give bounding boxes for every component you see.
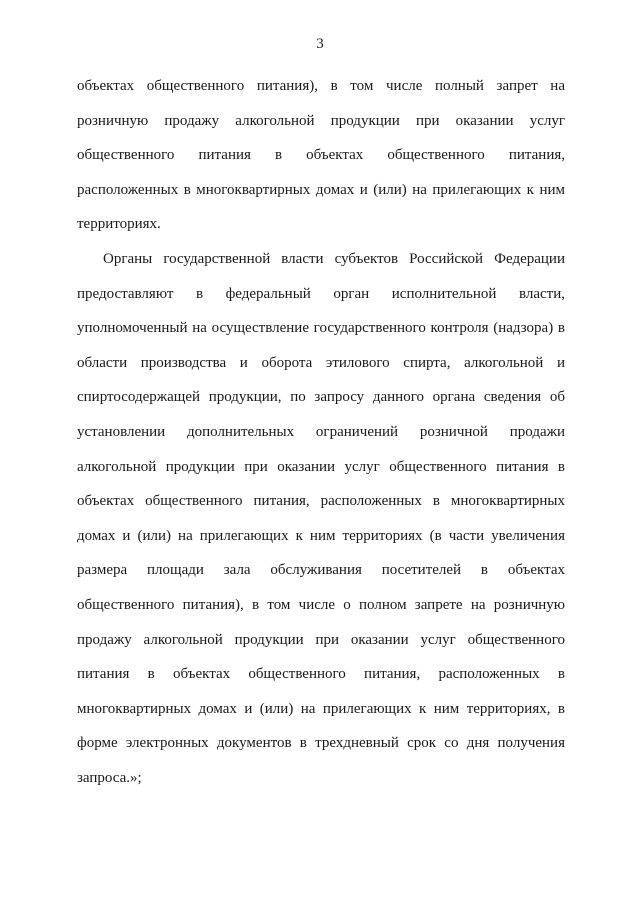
text-line: продажу алкогольной продукции при оказании услуг общественного (77, 631, 565, 648)
text-line: многоквартирных домах и (или) на прилегающих к ним территориях, в (77, 700, 565, 717)
text-line: области производства и оборота этилового спирта, алкогольной и (77, 354, 565, 371)
page-number: 3 (316, 36, 324, 52)
text-line: спиртосодержащей продукции, по запросу данного органа сведения об (77, 389, 565, 406)
text-line: общественного питания), в том числе о полном запрете на розничную (77, 596, 565, 613)
text-line: розничную продажу алкогольной продукции при оказании услуг (77, 112, 565, 129)
text-line: размера площади зала обслуживания посетителей в объектах (77, 562, 565, 579)
document-body (77, 69, 565, 795)
text-line: алкогольной продукции при оказании услуг общественного питания в (77, 458, 565, 475)
text-line: питания в объектах общественного питания, расположенных в (77, 666, 565, 683)
text-line: расположенных в многоквартирных домах и (или) на прилегающих к ним (77, 181, 565, 198)
text-line: домах и (или) на прилегающих к ним территориях (в части увеличения (77, 527, 565, 544)
text-line: форме электронных документов в трехдневный срок со дня получения (77, 735, 565, 752)
text-line: установлении дополнительных ограничений розничной продажи (77, 423, 565, 440)
text-line: объектах общественного питания, расположенных в многоквартирных (77, 493, 565, 510)
text-line: запроса.»; (77, 769, 142, 786)
text-line: предоставляют в федеральный орган исполнительной власти, (77, 285, 565, 302)
text-line: объектах общественного питания), в том числе полный запрет на (77, 78, 565, 94)
text-line: общественного питания в объектах общественного питания, (77, 147, 565, 164)
text-line: уполномоченный на осуществление государственного контроля (надзора) в (77, 320, 565, 337)
text-line: Органы государственной власти субъектов Российской Федерации (103, 250, 565, 267)
text-line: территориях. (77, 216, 161, 233)
